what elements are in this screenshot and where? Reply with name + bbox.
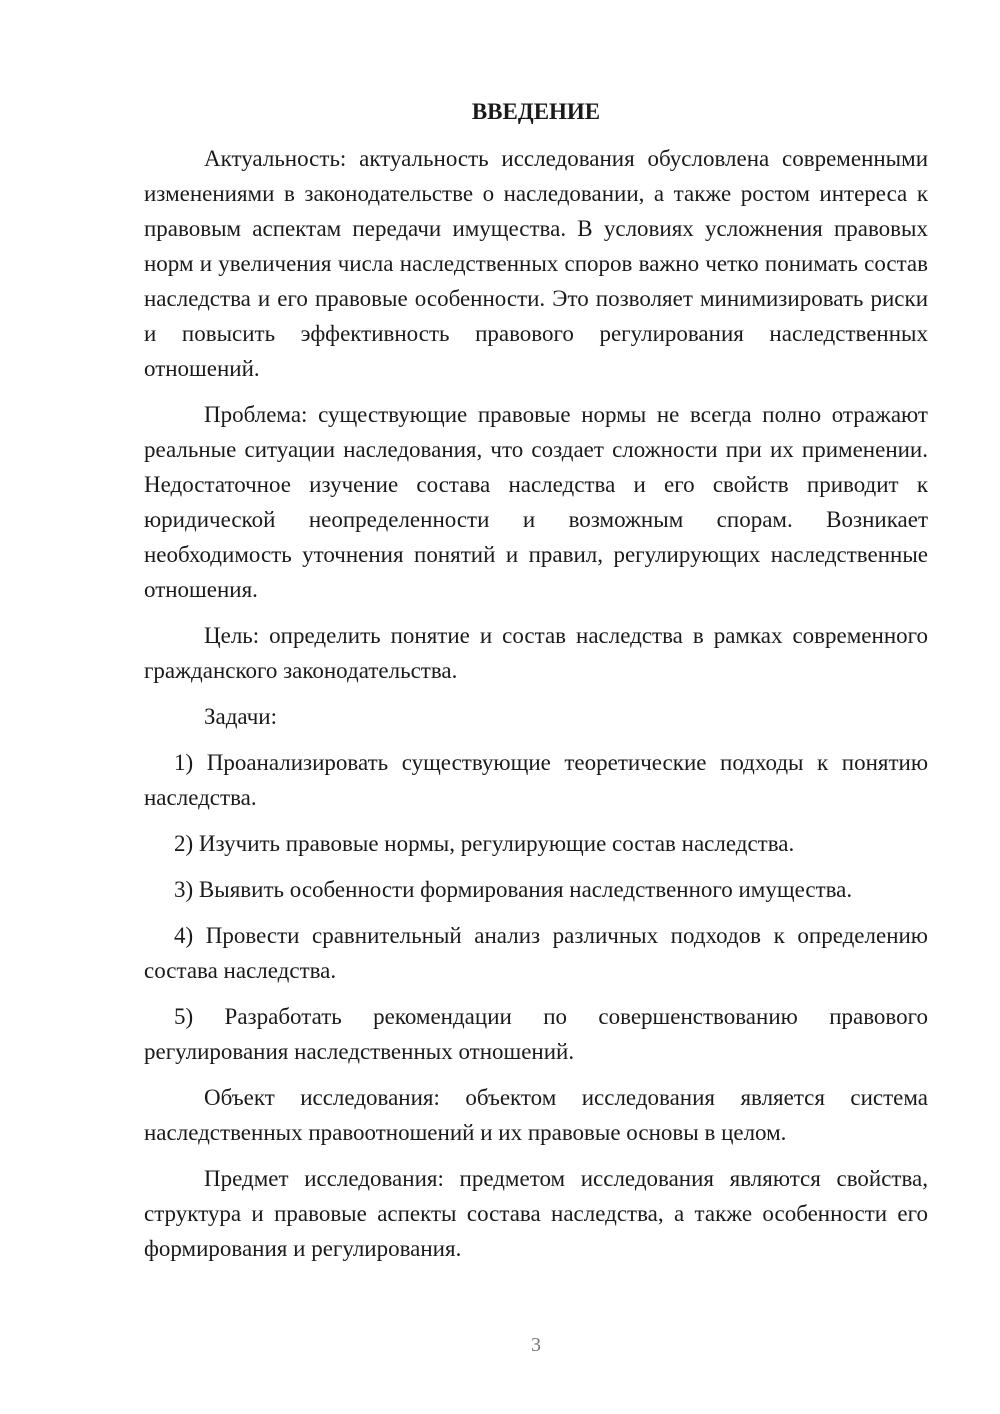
task-item: 1) Проанализировать существующие теоретические подходы к понятию наследства. bbox=[144, 750, 928, 810]
tasks-heading: Задачи: bbox=[204, 704, 277, 729]
problem-paragraph: Проблема: существующие правовые нормы не всегда полно отражают реальные ситуации наследования, что создает сложности при их применении. Недостаточное изучение состава наследства и его свойств приводит к юридической неопределенности и возможным спорам. Возникает необходимость уточнения понятий и правил, регулирующих наследственные отношения. bbox=[144, 402, 928, 602]
task-item: 2) Изучить правовые нормы, регулирующие состав наследства. bbox=[174, 831, 795, 856]
page-body bbox=[144, 94, 928, 1277]
page-number: 3 bbox=[531, 1334, 541, 1356]
subject-paragraph: Предмет исследования: предметом исследования являются свойства, структура и правовые аспекты состава наследства, а также особенности его формирования и регулирования. bbox=[144, 1166, 928, 1261]
task-item: 5) Разработать рекомендации по совершенствованию правового регулирования наследственных отношений. bbox=[144, 1004, 928, 1064]
relevance-paragraph: Актуальность: актуальность исследования обусловлена современными изменениями в законодательстве о наследовании, а также ростом интереса к правовым аспектам передачи имущества. В условиях усложнения правовых норм и увеличения числа наследственных споров важно четко понимать состав наследства и его правовые особенности. Это позволяет минимизировать риски и повысить эффективность правового регулирования наследственных отношений. bbox=[144, 146, 928, 381]
goal-paragraph: Цель: определить понятие и состав наследства в рамках современного гражданского законодательства. bbox=[144, 623, 928, 683]
section-title: ВВЕДЕНИЕ bbox=[471, 99, 601, 124]
object-paragraph: Объект исследования: объектом исследования является система наследственных правоотношений и их правовые основы в целом. bbox=[144, 1085, 928, 1145]
task-item: 3) Выявить особенности формирования наследственного имущества. bbox=[174, 877, 853, 902]
task-item: 4) Провести сравнительный анализ различных подходов к определению состава наследства. bbox=[144, 923, 928, 983]
